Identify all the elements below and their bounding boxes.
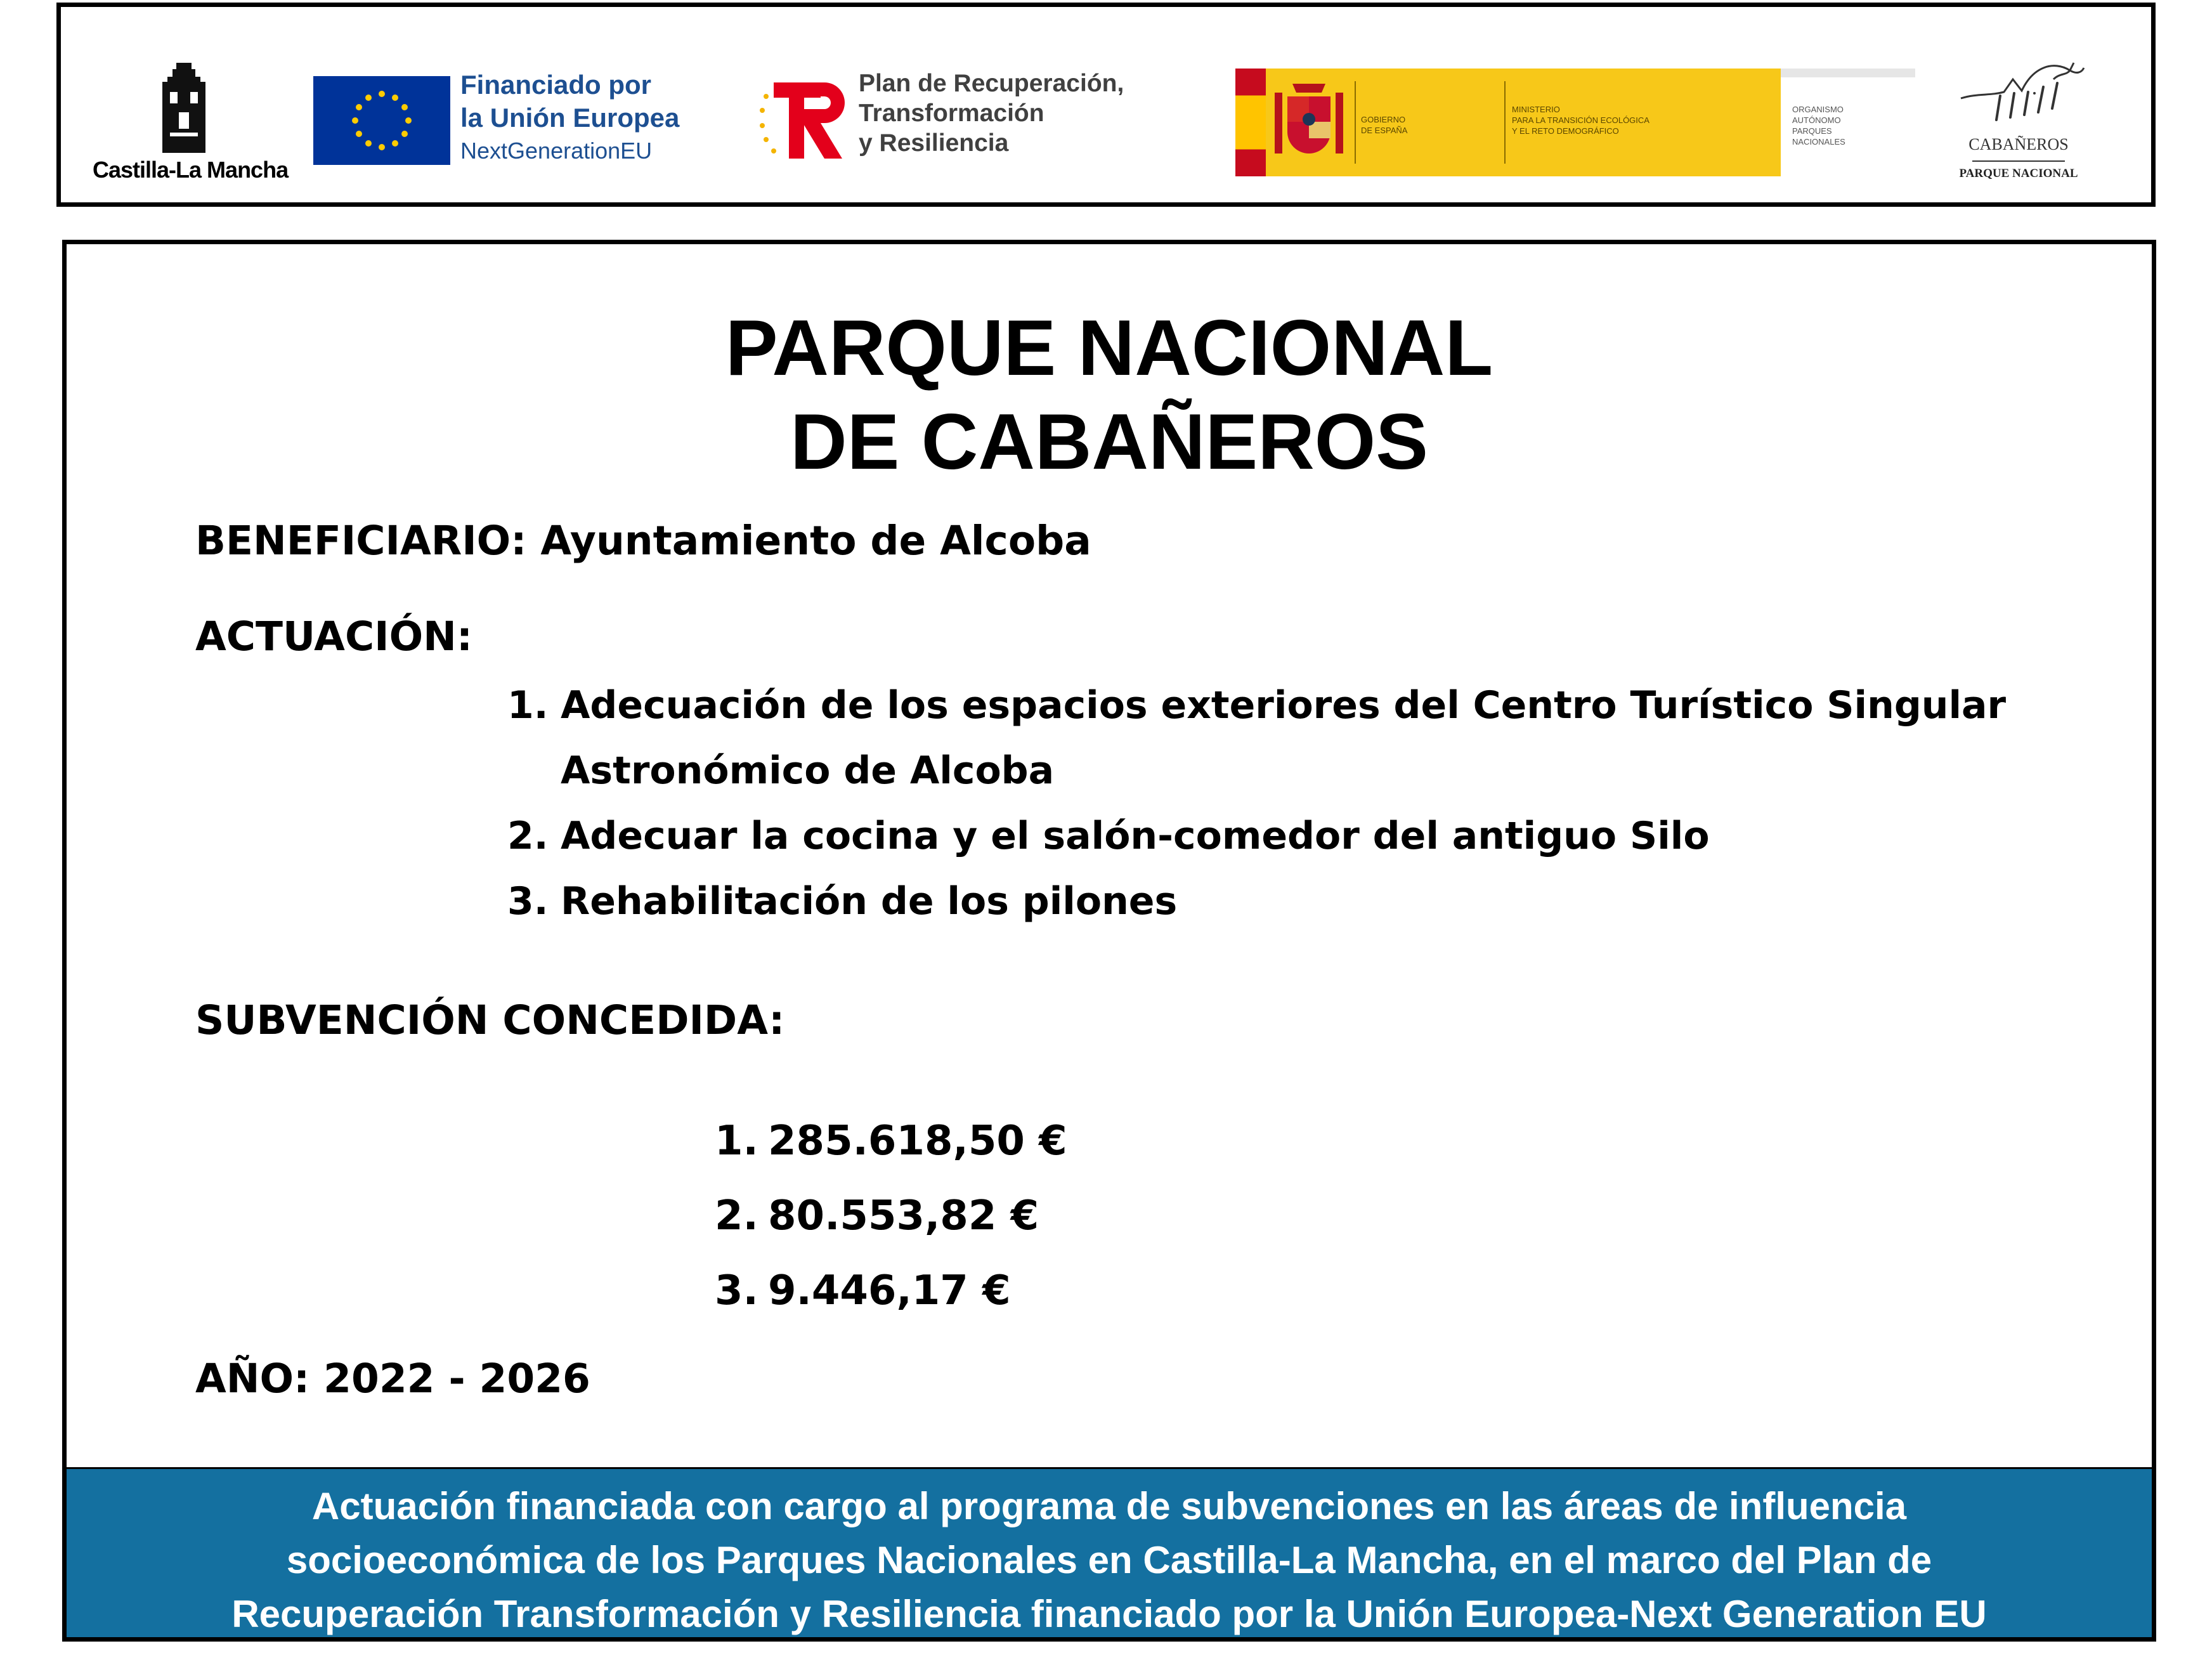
cabaneros-subtitle: PARQUE NACIONAL bbox=[1959, 167, 2078, 180]
list-item bbox=[507, 869, 2006, 934]
organismo-line-4: NACIONALES bbox=[1792, 137, 1845, 147]
beneficiary-text: BENEFICIARIO: Ayuntamiento de Alcoba bbox=[195, 518, 1091, 564]
ministerio-line-2: PARA LA TRANSICIÓN ECOLÓGICA bbox=[1512, 115, 1649, 125]
eu-line-3: NextGenerationEU bbox=[460, 138, 653, 164]
amount-number: 3. bbox=[715, 1267, 758, 1314]
eu-funding-logo bbox=[313, 69, 719, 170]
list-item-text-continued: Astronómico de Alcoba bbox=[561, 748, 1055, 793]
amount-number: 1. bbox=[715, 1118, 758, 1165]
eu-flag-icon bbox=[313, 76, 450, 165]
list-item-number: 1. bbox=[507, 683, 549, 728]
spain-flag-icon bbox=[1235, 69, 1266, 176]
amount-value: 285.618,50 € bbox=[768, 1118, 1067, 1165]
actuacion-heading: ACTUACIÓN: bbox=[195, 613, 473, 660]
amount-item bbox=[715, 1253, 1067, 1328]
castilla-la-mancha-logo bbox=[93, 62, 289, 183]
footer-line-3: Recuperación Transformación y Resiliencia financiado por la Unión Europea-Next Generation EU bbox=[231, 1593, 1987, 1635]
list-item bbox=[507, 804, 2006, 869]
spain-coat-of-arms-icon bbox=[1271, 80, 1347, 165]
amount-value: 80.553,82 € bbox=[768, 1192, 1039, 1239]
amount-number: 2. bbox=[715, 1192, 758, 1239]
cabaneros-landscape-icon bbox=[1958, 54, 2085, 130]
amount-value: 9.446,17 € bbox=[768, 1267, 1011, 1314]
castle-icon bbox=[153, 62, 214, 154]
recovery-plan-icon bbox=[757, 74, 852, 166]
list-item-number: 3. bbox=[507, 879, 549, 924]
ministerio-line-1: MINISTERIO bbox=[1512, 105, 1560, 114]
year-text: AÑO: 2022 - 2026 bbox=[195, 1356, 590, 1402]
cabaneros-park-logo bbox=[1939, 54, 2104, 193]
government-of-spain-logo bbox=[1235, 69, 1920, 176]
footer-line-1: Actuación financiada con cargo al programa de subvenciones en las áreas de influencia bbox=[311, 1485, 1907, 1527]
logo-header bbox=[56, 3, 2156, 207]
grant-heading: SUBVENCIÓN CONCEDIDA: bbox=[195, 997, 785, 1043]
main-panel bbox=[62, 240, 2156, 1642]
list-item-text: Adecuación de los espacios exteriores del Centro Turístico Singular bbox=[561, 683, 2007, 728]
cabaneros-name: CABAÑEROS bbox=[1968, 135, 2069, 154]
list-item-text: Rehabilitación de los pilones bbox=[561, 879, 1178, 924]
amount-item bbox=[715, 1179, 1067, 1253]
recovery-plan-logo bbox=[757, 69, 1150, 170]
ministerio-line-3: Y EL RETO DEMOGRÁFICO bbox=[1512, 126, 1619, 136]
organismo-line-3: PARQUES bbox=[1792, 126, 1832, 136]
list-item-number: 2. bbox=[507, 814, 549, 858]
amounts-list bbox=[715, 1104, 1067, 1328]
actions-list bbox=[507, 673, 2006, 934]
list-item-text: Adecuar la cocina y el salón-comedor del antiguo Silo bbox=[561, 814, 1710, 858]
prtr-line-1: Plan de Recuperación, bbox=[859, 70, 1124, 97]
eu-line-2: la Unión Europea bbox=[460, 103, 680, 133]
title-line-2: DE CABAÑEROS bbox=[790, 398, 1428, 486]
footer-line-2: socioeconómica de los Parques Nacionales en Castilla-La Mancha, en el marco del Plan de bbox=[286, 1539, 1932, 1581]
gobierno-line-1: GOBIERNO bbox=[1361, 115, 1406, 124]
gobierno-line-2: DE ESPAÑA bbox=[1361, 126, 1408, 135]
amount-item bbox=[715, 1104, 1067, 1179]
footer-text bbox=[67, 1479, 2152, 1641]
organismo-line-2: AUTÓNOMO bbox=[1792, 115, 1841, 125]
eu-line-1: Financiado por bbox=[460, 70, 652, 100]
list-item bbox=[507, 673, 2006, 804]
title-line-1: PARQUE NACIONAL bbox=[725, 304, 1493, 392]
prtr-line-2: Transformación bbox=[859, 100, 1044, 127]
prtr-line-3: y Resiliencia bbox=[859, 129, 1009, 157]
page-title bbox=[67, 301, 2152, 489]
funding-footer bbox=[62, 1467, 2156, 1642]
castilla-la-mancha-label: Castilla-La Mancha bbox=[93, 157, 289, 183]
organismo-line-1: ORGANISMO bbox=[1792, 105, 1844, 114]
